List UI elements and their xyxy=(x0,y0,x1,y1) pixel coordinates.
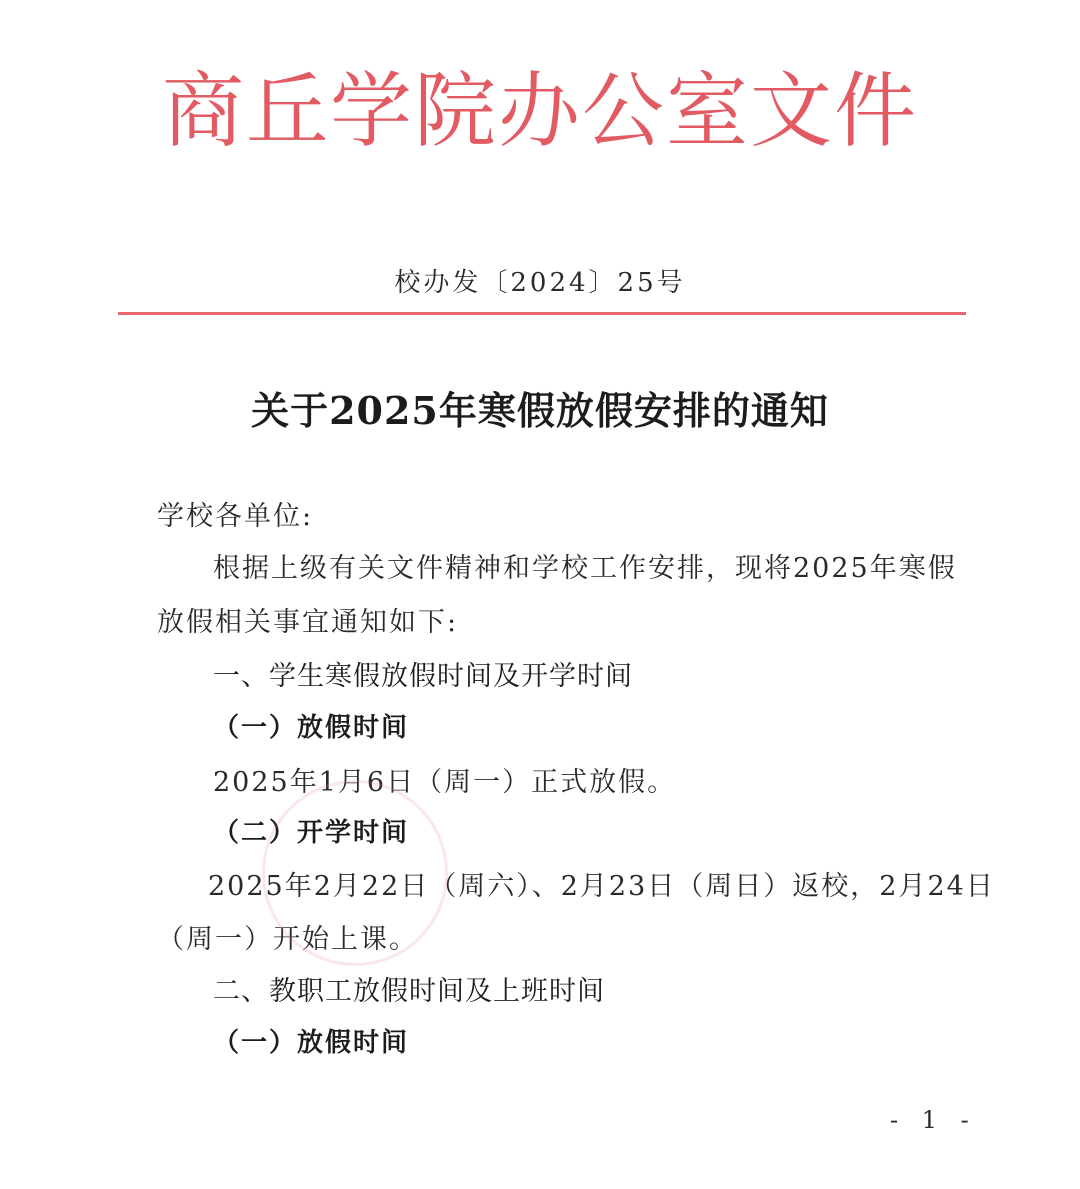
section-1-subheading-1: （一）放假时间 xyxy=(213,713,410,743)
salutation: 学校各单位: xyxy=(157,501,314,532)
section-1-holiday-date: 2025年1月6日（周一）正式放假。 xyxy=(213,767,677,798)
document-number: 校办发〔2024〕25号 xyxy=(394,268,686,298)
section-2-heading: 二、教职工放假时间及上班时间 xyxy=(213,976,605,1007)
intro-line-2: 放假相关事宜通知如下: xyxy=(157,607,459,638)
section-2-subheading-1: （一）放假时间 xyxy=(213,1028,410,1058)
section-1-heading: 一、学生寒假放假时间及开学时间 xyxy=(213,661,633,692)
masthead-title: 商丘学院办公室文件 xyxy=(161,64,918,159)
intro-line-1: 根据上级有关文件精神和学校工作安排，现将2025年寒假 xyxy=(213,553,957,584)
section-1-return-date-line-2: （周一）开始上课。 xyxy=(157,924,418,955)
page-number: - 1 - xyxy=(890,1106,977,1134)
red-divider-line xyxy=(118,312,966,315)
section-1-return-date-line-1: 2025年2月22日（周六）、2月23日（周日）返校，2月24日 xyxy=(208,871,995,902)
section-1-subheading-2: （二）开学时间 xyxy=(213,818,410,848)
notice-title: 关于2025年寒假放假安排的通知 xyxy=(251,388,829,433)
